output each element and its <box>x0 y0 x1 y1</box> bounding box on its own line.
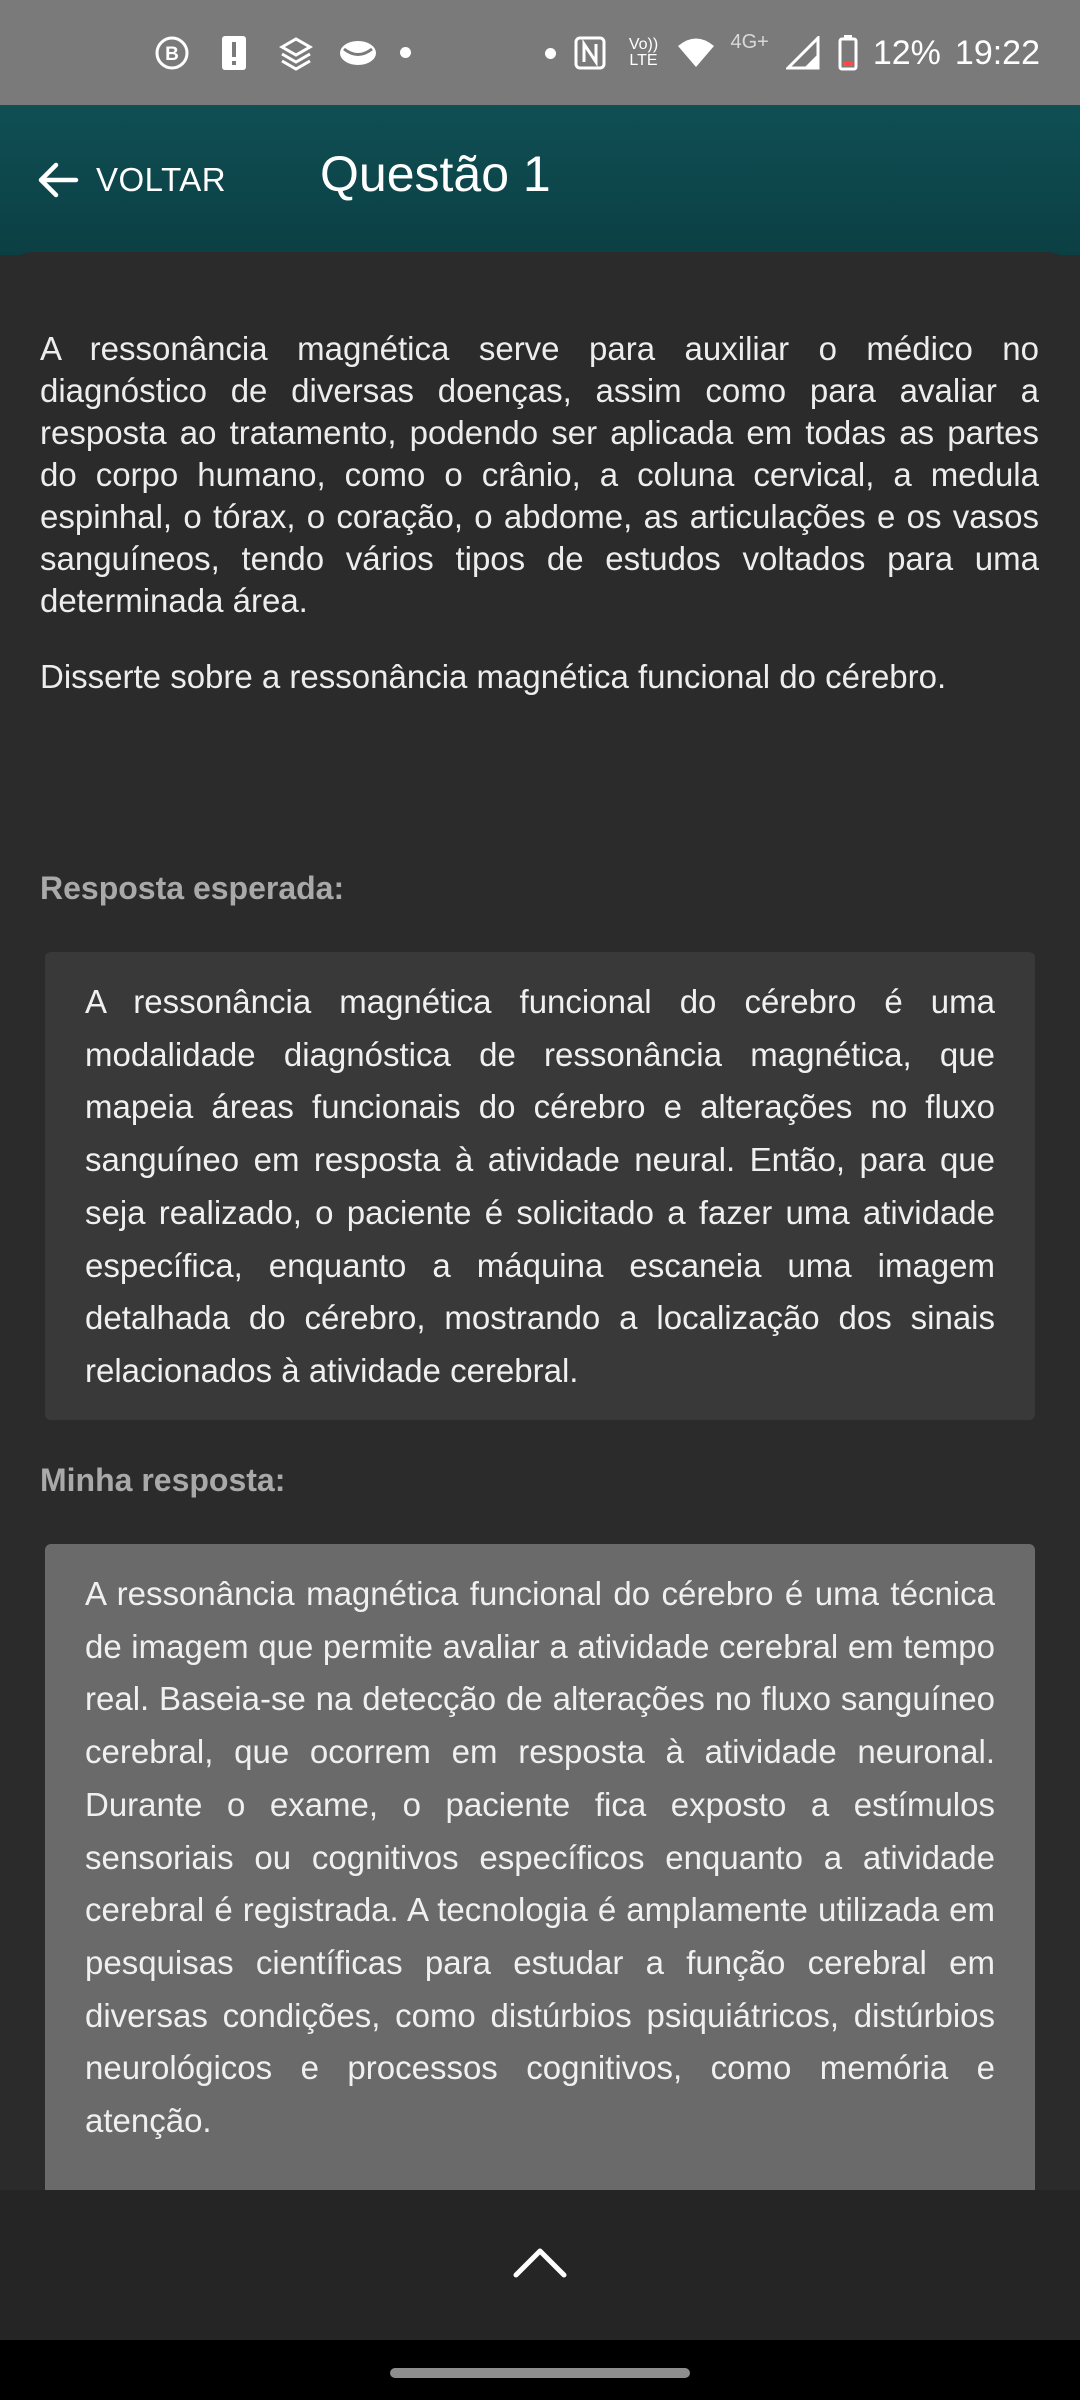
system-icons <box>545 28 1040 78</box>
my-answer-box <box>45 1544 1035 2244</box>
my-answer-text: A ressonância magnética funcional do cérebro é uma técnica de imagem que permite avaliar a atividade cerebral em tempo real. Baseia-se na detecção de alterações no fluxo sanguíneo cerebral, que ocorrem em resposta à atividade neuronal. Durante o exame, o paciente fica exposto a estímulos sensoriais ou cognitivos específicos enquanto a atividade cerebral é registrada. A tecnologia é amplamente utilizada em pesquisas científicas para estudar a função cerebral em diversas condições, como distúrbios psiquiátricos, distúrbios neurológicos e processos cognitivos, como memória e atenção. <box>85 1575 995 2140</box>
chevron-up-icon <box>512 2245 568 2279</box>
my-answer-label: Minha resposta: <box>40 1462 286 1498</box>
expected-answer-text: A ressonância magnética funcional do cérebro é uma modalidade diagnóstica de ressonância magnética, que mapeia áreas funcionais do cérebro e alterações no fluxo sanguíneo em resposta à atividade neural. Então, para que seja realizado, o paciente é solicitado a fazer uma atividade específica, enquanto a máquina escaneia uma imagem detalhada do cérebro, mostrando a localização dos sinais relacionados à atividade cerebral. <box>85 983 995 1389</box>
signal-icon <box>783 33 823 73</box>
status-dot <box>545 48 556 59</box>
question-content[interactable] <box>0 252 1080 2252</box>
back-button[interactable] <box>36 148 226 212</box>
layers-icon <box>276 33 316 73</box>
wifi-icon <box>676 33 716 73</box>
expand-up-button[interactable] <box>508 2238 572 2286</box>
arrow-left-icon <box>36 160 80 200</box>
mail-icon <box>338 33 378 73</box>
notification-icons <box>152 30 411 75</box>
page-title: Questão 1 <box>320 146 551 202</box>
volte-icon: Vo)) LTE <box>628 36 659 69</box>
expected-answer-label: Resposta esperada: <box>40 870 345 906</box>
nfc-icon <box>570 33 610 73</box>
app-header <box>0 105 1080 255</box>
battery-icon <box>837 33 859 73</box>
question-context: A ressonância magnética serve para auxiliar o médico no diagnóstico de diversas doenças, assim como para avaliar a resposta ao tratamento, podendo ser aplicada em todas as partes do corpo humano, como o crânio, a coluna cervical, a medula espinhal, o tórax, o coração, o abdome, as articulações e os vasos sanguíneos, tendo vários tipos de estudos voltados para uma determinada área. <box>40 330 1039 619</box>
alert-icon <box>214 33 254 73</box>
home-indicator[interactable] <box>390 2368 690 2378</box>
expected-answer-box <box>45 952 1035 1420</box>
b-circle-icon <box>152 33 192 73</box>
network-type-label: 4G+ <box>730 31 769 53</box>
bottom-bar <box>0 2190 1080 2340</box>
battery-percentage: 12% <box>872 33 941 72</box>
svg-text:B: B <box>165 43 179 65</box>
question-prompt: Disserte sobre a ressonância magnética funcional do cérebro. <box>40 658 947 695</box>
status-bar <box>0 0 1080 105</box>
back-label: VOLTAR <box>96 161 227 198</box>
system-navigation-bar <box>0 2340 1080 2400</box>
notification-dot <box>400 47 411 58</box>
clock: 19:22 <box>954 33 1040 72</box>
